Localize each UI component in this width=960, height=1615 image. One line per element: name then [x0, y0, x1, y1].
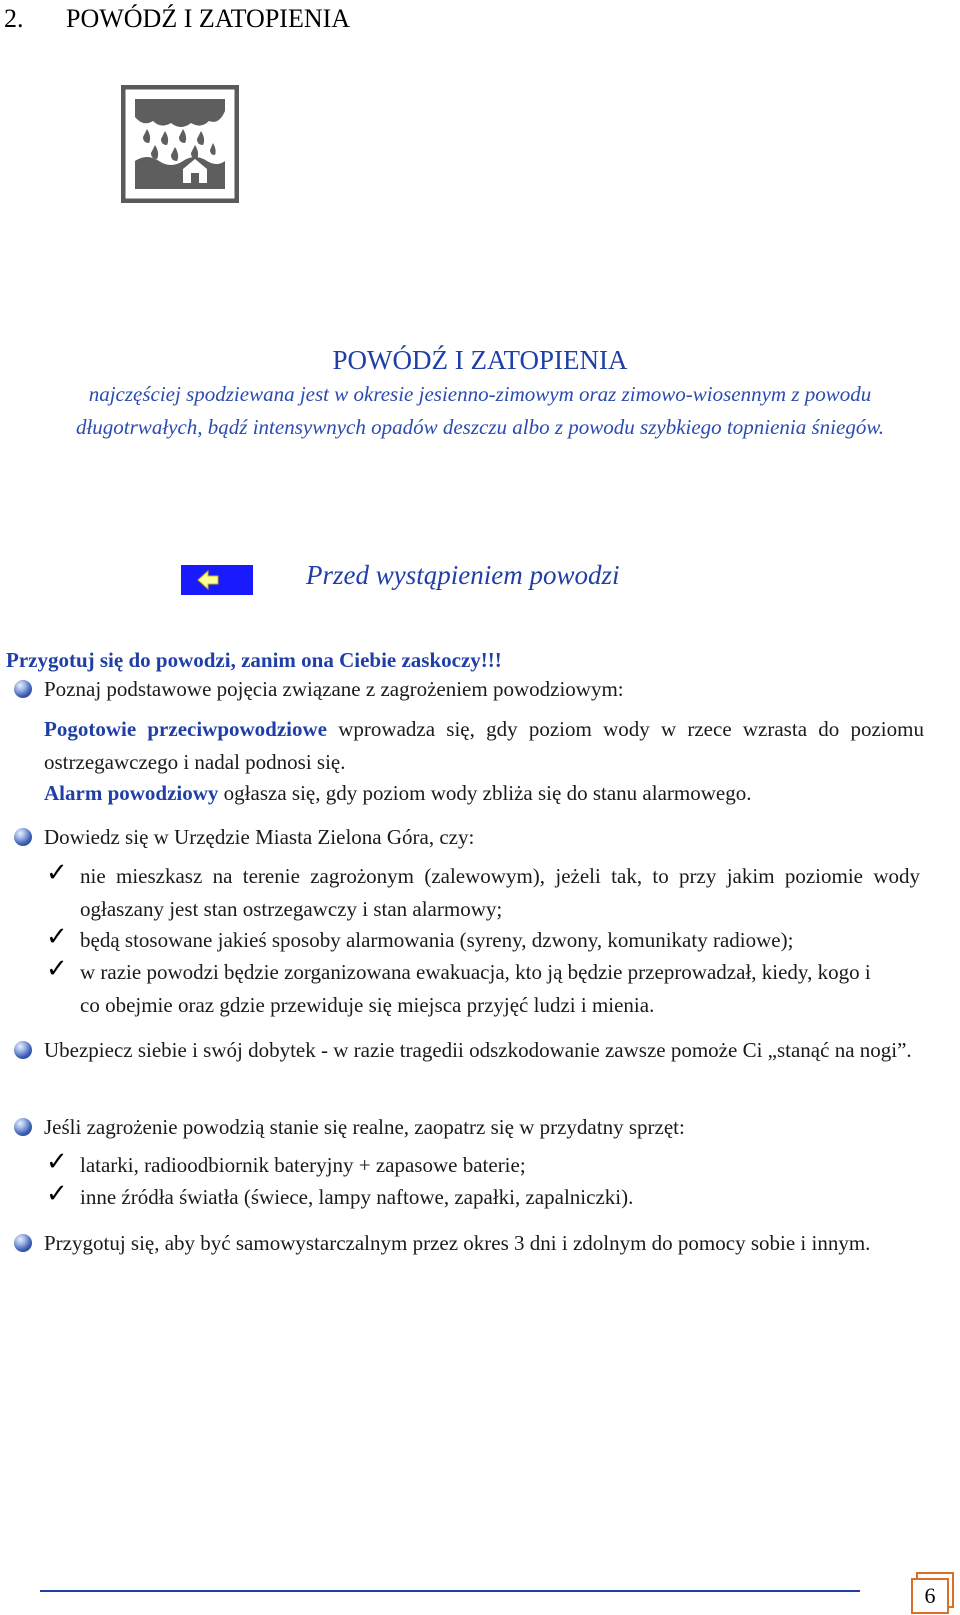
- prepare-heading: Przygotuj się do powodzi, zanim ona Ciebie zaskoczy!!!: [6, 648, 502, 672]
- bullet-icon: [14, 680, 32, 698]
- term-2-text: ogłasza się, gdy poziom wody zbliża się do stanu alarmowego.: [218, 781, 752, 805]
- back-arrow-button[interactable]: [181, 565, 253, 595]
- checkmark-icon: ✓: [46, 858, 68, 887]
- intro-description: najczęściej spodziewana jest w okresie jesienno-zimowym oraz zimowo-wiosennym z powodu długotrwałych, bądź intensywnych opadów deszczu albo z powodu szybkiego topnienia śniegów.: [75, 382, 885, 439]
- bullet-4-text: Jeśli zagrożenie powodzią stanie się realne, zaopatrz się w przydatny sprzęt:: [44, 1115, 685, 1139]
- bullet-1-text: Poznaj podstawowe pojęcia związane z zagrożeniem powodziowym:: [44, 677, 624, 701]
- bullet-5-text: Przygotuj się, aby być samowystarczalnym przez okres 3 dni i zdolnym do pomocy sobie i innym.: [44, 1231, 871, 1255]
- chapter-number: 2.: [4, 4, 24, 33]
- footer-rule: [40, 1590, 860, 1592]
- term-2-lead: Alarm powodziowy: [44, 781, 219, 805]
- check-item: nie mieszkasz na terenie zagrożonym (zalewowym), jeżeli tak, to przy jakim poziomie wody ogłaszany jest stan ostrzegawczy i stan alarmowy;: [80, 864, 920, 921]
- term-1-lead: Pogotowie przeciwpowodziowe: [44, 717, 328, 741]
- intro-title: POWÓDŹ I ZATOPIENIA: [332, 345, 628, 375]
- chapter-heading: [4, 4, 350, 34]
- bullet-2-text: Dowiedz się w Urzędzie Miasta Zielona Góra, czy:: [44, 825, 475, 849]
- bullet-icon: [14, 1041, 32, 1059]
- term-definition-2: [44, 777, 924, 810]
- check-item: inne źródła światła (świece, lampy naftowe, zapałki, zapalniczki).: [80, 1185, 634, 1209]
- left-arrow-icon: [181, 565, 253, 595]
- checkmark-icon: ✓: [46, 954, 68, 983]
- bullet-icon: [14, 1118, 32, 1136]
- bullet-icon: [14, 1234, 32, 1252]
- chapter-title: POWÓDŹ I ZATOPIENIA: [66, 4, 351, 33]
- check-item: latarki, radioodbiornik bateryjny + zapasowe baterie;: [80, 1153, 526, 1177]
- flood-rain-house-icon: [121, 85, 239, 203]
- section-title: Przed wystąpieniem powodzi: [306, 560, 620, 590]
- checkmark-icon: ✓: [46, 1147, 68, 1176]
- check-item: w razie powodzi będzie zorganizowana ewakuacja, kto ją będzie przeprowadzał, kiedy, kogo i co obejmie oraz gdzie przewiduje się miejsca przyjęć ludzi i mienia.: [80, 960, 871, 1017]
- checkmark-icon: ✓: [46, 1179, 68, 1208]
- check-item: będą stosowane jakieś sposoby alarmowania (syreny, dzwony, komunikaty radiowe);: [80, 928, 794, 952]
- term-1-text: wprowadza się, gdy poziom wody w rzece wzrasta do poziomu ostrzegawczego i nadal podnosi się.: [44, 717, 924, 774]
- page-number: 6: [911, 1578, 949, 1614]
- bullet-icon: [14, 828, 32, 846]
- term-definition-1: [44, 713, 924, 779]
- checkmark-icon: ✓: [46, 922, 68, 951]
- bullet-3-text: Ubezpiecz siebie i swój dobytek - w razie tragedii odszkodowanie zawsze pomoże Ci „stanąć na nogi”.: [44, 1038, 912, 1062]
